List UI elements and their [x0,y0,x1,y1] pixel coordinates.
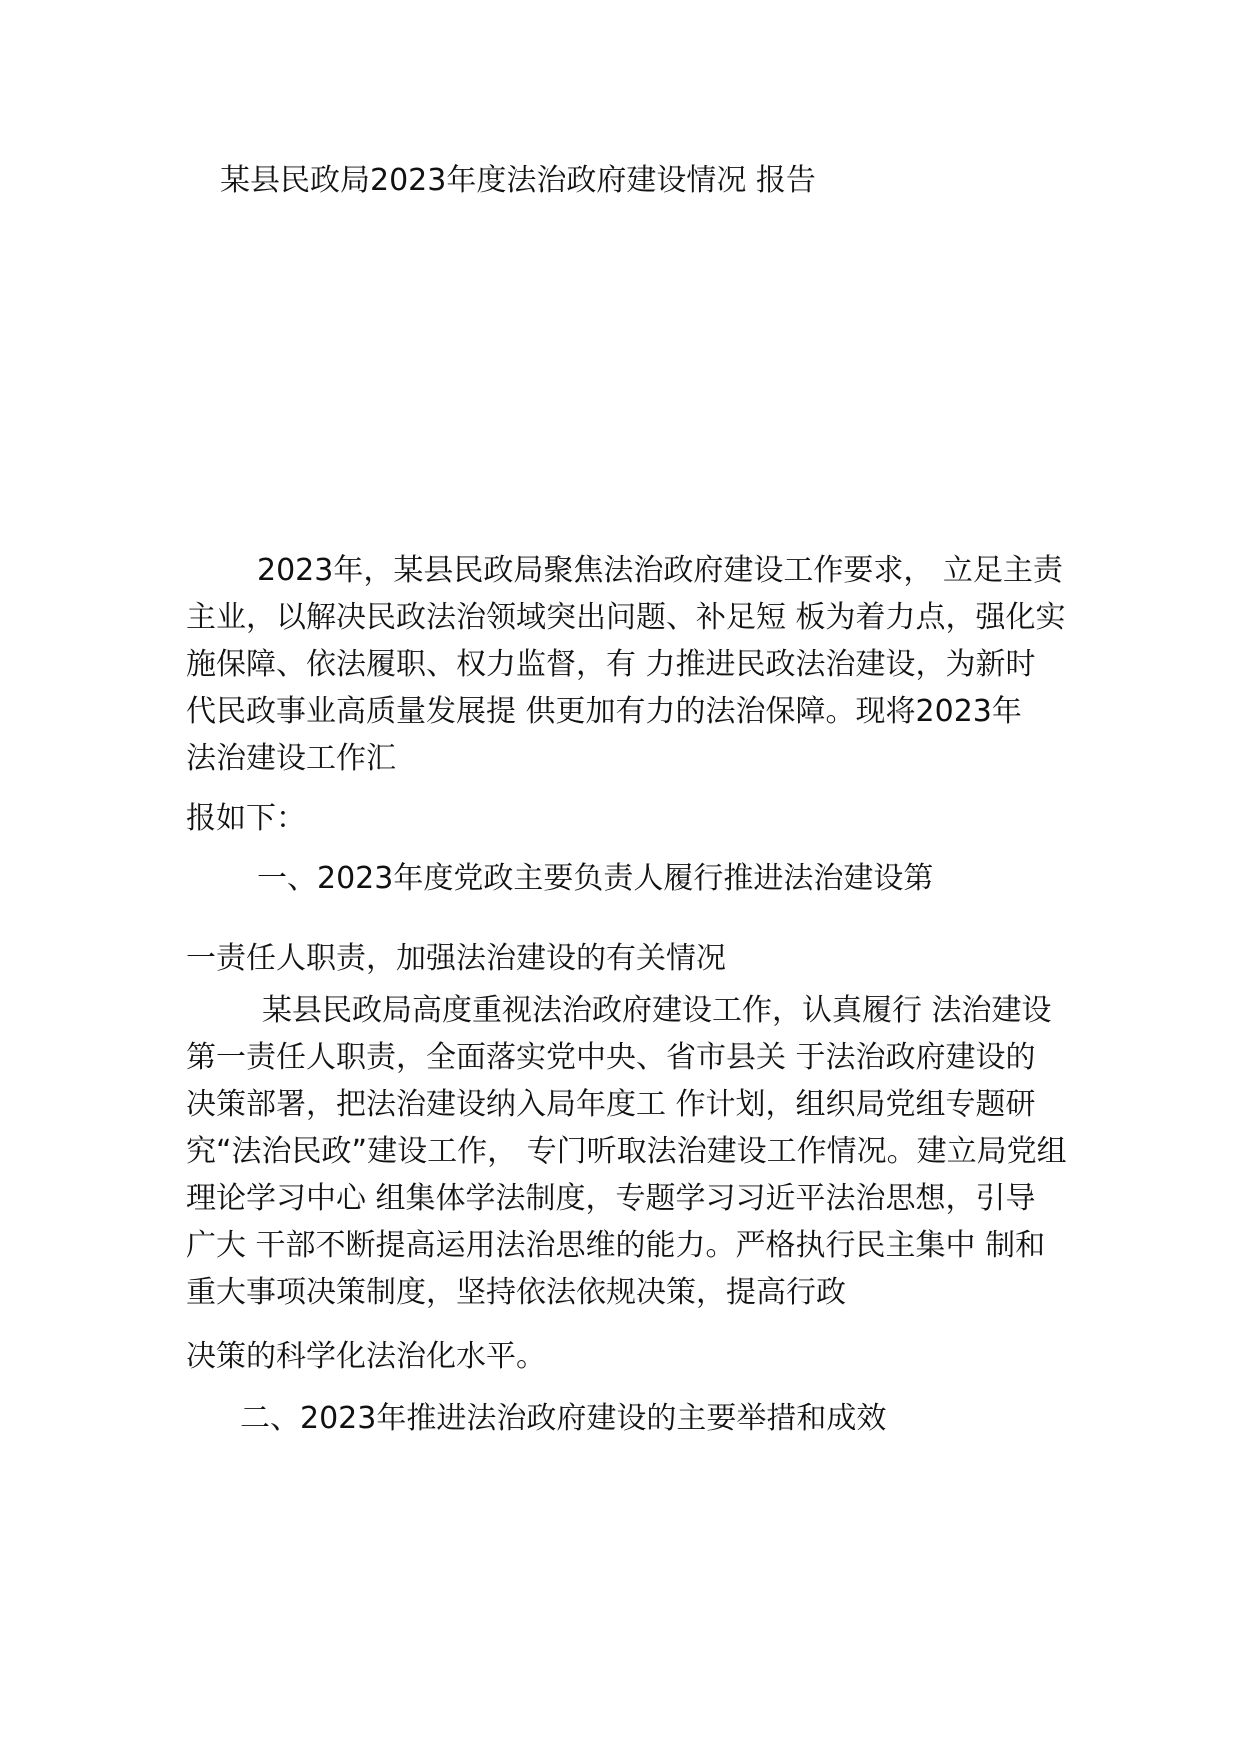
section1-body-line-7: 重大事项决策制度，坚持依法依规决策，提高行政 [186,1275,846,1310]
section1-body-line-1: 某县民政局高度重视法治政府建设工作，认真履行 法治建设 [262,993,1052,1028]
document-title: 某县民政局2023年度法治政府建设情况 报告 [220,163,816,198]
section1-body-line-8: 决策的科学化法治化水平。 [186,1339,546,1374]
intro-line-4: 代民政事业高质量发展提 供更加有力的法治保障。现将2023年 [186,694,1022,729]
intro-line-5: 法治建设工作汇 [186,741,396,776]
section1-heading-line-1: 一、2023年度党政主要负责人履行推进法治建设第 [257,861,934,896]
section1-body-line-5: 理论学习中心 组集体学法制度，专题学习习近平法治思想，引导 [186,1181,1036,1216]
intro-line-1: 2023年，某县民政局聚焦法治政府建设工作要求， 立足主责 [257,553,1063,588]
section1-body-line-6: 广大 干部不断提高运用法治思维的能力。严格执行民主集中 制和 [186,1228,1046,1263]
section1-heading-line-2: 一责任人职责，加强法治建设的有关情况 [186,941,726,976]
intro-line-2: 主业，以解决民政法治领域突出问题、补足短 板为着力点，强化实 [186,600,1066,635]
section1-body-line-3: 决策部署，把法治建设纳入局年度工 作计划，组织局党组专题研 [186,1087,1036,1122]
intro-line-6: 报如下： [186,801,306,836]
section1-body-line-2: 第一责任人职责，全面落实党中央、省市县关 于法治政府建设的 [186,1040,1036,1075]
section1-body-line-4: 究“法治民政”建设工作， 专门听取法治建设工作情况。建立局党组 [186,1134,1067,1169]
intro-line-3: 施保障、依法履职、权力监督，有 力推进民政法治建设，为新时 [186,647,1036,682]
section2-heading: 二、2023年推进法治政府建设的主要举措和成效 [240,1401,887,1436]
